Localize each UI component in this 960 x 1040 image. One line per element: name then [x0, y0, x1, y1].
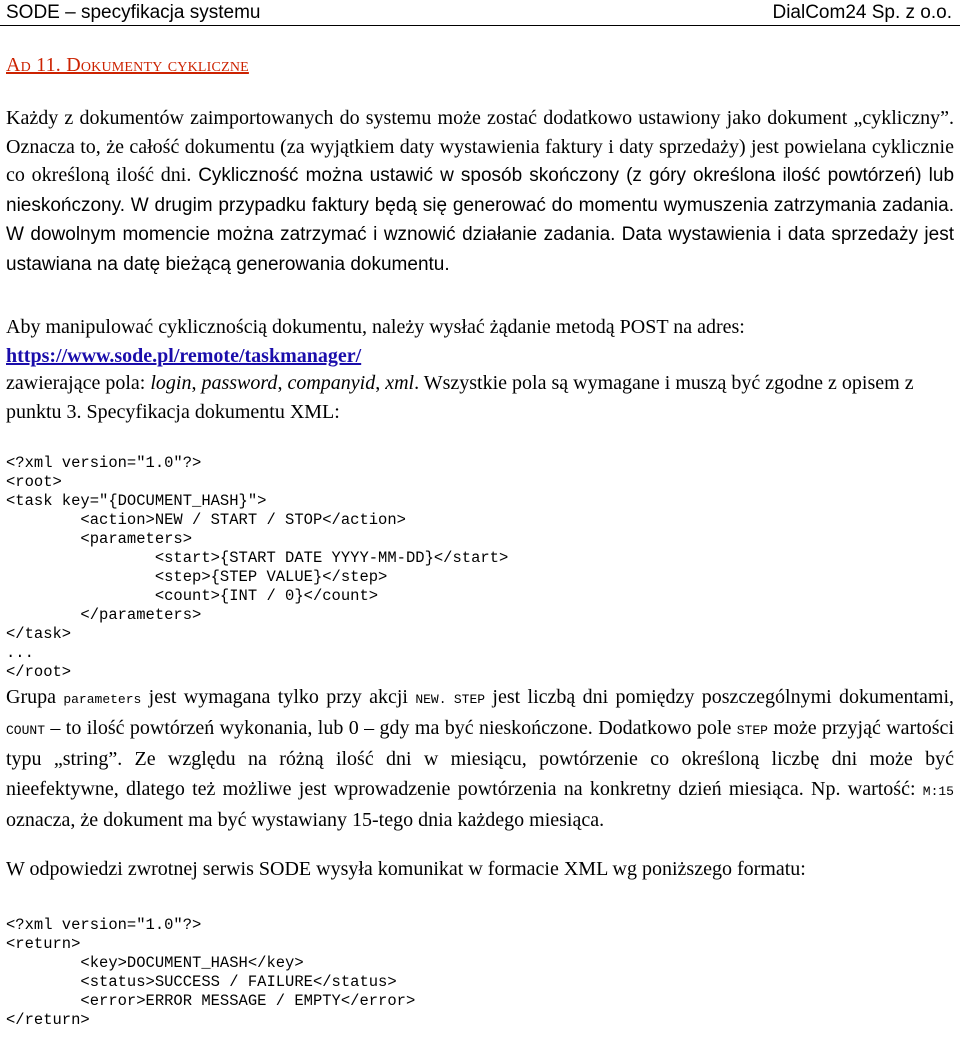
intro-sentence-1: Każdy z dokumentów zaimportowanych do systemu może zostać dodatkowo ustawiony jako dokument „cykliczny”. Oznacza to, że całość dokumentu (za wyjątkiem daty wystawienia faktury i daty sprzedaży) jest powielana cyklicznie co określoną ilość dni.	[6, 107, 954, 187]
request-xml-code-block	[6, 454, 508, 682]
field-separator: ,	[277, 372, 288, 394]
text-run: jest liczbą dni pomiędzy poszczególnymi dokumentami,	[485, 686, 955, 708]
code-line: </task>	[6, 625, 72, 643]
code-line: <?xml version="1.0"?>	[6, 454, 202, 472]
page-header	[0, 0, 960, 26]
code-line: <count>{INT / 0}</count>	[6, 587, 379, 605]
code-line: <error>ERROR MESSAGE / EMPTY</error>	[6, 992, 416, 1010]
response-intro-text: W odpowiedzi zwrotnej serwis SODE wysyła komunikat w formacie XML wg poniższego formatu:	[6, 858, 806, 880]
code-line: <task key="{DOCUMENT_HASH}">	[6, 492, 267, 510]
parameters-description-paragraph	[6, 683, 954, 835]
taskmanager-url-link[interactable]: https://www.sode.pl/remote/taskmanager/	[6, 344, 362, 367]
fields-suffix: . Wszystkie pola są wymagane i muszą być zgodne z opisem z punktu 3. Specyfikacja dokumentu XML:	[6, 372, 914, 423]
field-password: password	[201, 372, 278, 394]
code-line: <start>{START DATE YYYY-MM-DD}</start>	[6, 549, 509, 567]
code-line: <parameters>	[6, 530, 193, 548]
intro-sentence-3: Data wystawienia i data sprzedaży jest ustawiana na datę bieżącą generowania dokumentu.	[6, 224, 955, 275]
header-company-name: DialCom24 Sp. z o.o.	[772, 2, 952, 23]
code-line: <return>	[6, 935, 81, 953]
code-line: </parameters>	[6, 606, 202, 624]
field-xml: xml	[385, 372, 415, 394]
intro-sentence-2: Cykliczność można ustawić w sposób skończony (z góry określona ilość powtórzeń) lub nieskończony. W drugim przypadku faktury będą się generować do momentu wymuszenia zatrzymania zadania. W dowolnym momencie można zatrzymać i wznowić działanie zadania.	[6, 165, 955, 246]
text-run: Grupa	[6, 686, 64, 708]
code-line: <step>{STEP VALUE}</step>	[6, 568, 388, 586]
code-line: <action>NEW / START / STOP</action>	[6, 511, 406, 529]
response-intro-paragraph	[6, 855, 954, 884]
inline-code-m15: M:15	[922, 783, 954, 799]
text-run	[447, 686, 454, 708]
text-run: może przyjąć wartości typu „string”. Ze względu na różną ilość dni w miesiącu, powtórzenie co określoną liczbę dni może być nieefektywne, dlatego też możliwe jest wprowadzenie powtórzenia na konkretny dzień miesiąca. Np. wartość:	[6, 717, 954, 800]
code-line: </return>	[6, 1011, 90, 1029]
text-run: oznacza, że dokument ma być wystawiany 15-tego dnia każdego miesiąca.	[6, 808, 605, 831]
code-line: </root>	[6, 663, 72, 681]
inline-code-step: STEP	[453, 692, 486, 707]
code-line: ...	[6, 644, 34, 662]
fields-paragraph	[6, 369, 954, 426]
field-login: login	[150, 372, 192, 394]
section-heading[interactable]: Ad 11. Dokumenty cykliczne	[6, 54, 249, 76]
inline-code-count: COUNT	[6, 723, 46, 739]
code-line: <root>	[6, 473, 62, 491]
intro-paragraph	[6, 104, 954, 280]
endpoint-paragraph	[6, 313, 954, 370]
field-companyid: companyid	[287, 372, 376, 394]
text-run: jest wymagana tylko przy akcji	[141, 686, 416, 708]
fields-prefix: zawierające pola:	[6, 372, 151, 394]
inline-code-step: STEP	[736, 723, 768, 739]
header-document-title: SODE – specyfikacja systemu	[6, 2, 261, 23]
code-line: <status>SUCCESS / FAILURE</status>	[6, 973, 397, 991]
field-separator: ,	[191, 372, 202, 394]
code-line: <?xml version="1.0"?>	[6, 916, 202, 934]
field-separator: ,	[375, 372, 386, 394]
inline-code-parameters: parameters	[63, 692, 142, 707]
header-divider	[0, 25, 960, 26]
code-line: <key>DOCUMENT_HASH</key>	[6, 954, 304, 972]
text-run: – to ilość powtórzeń wykonania, lub 0 – gdy ma być nieskończone. Dodatkowo pole	[45, 717, 737, 740]
inline-code-new: NEW.	[415, 692, 447, 707]
endpoint-instructions: Aby manipulować cyklicznością dokumentu, należy wysłać żądanie metodą POST na adres:	[6, 316, 745, 338]
response-xml-code-block	[6, 916, 415, 1030]
